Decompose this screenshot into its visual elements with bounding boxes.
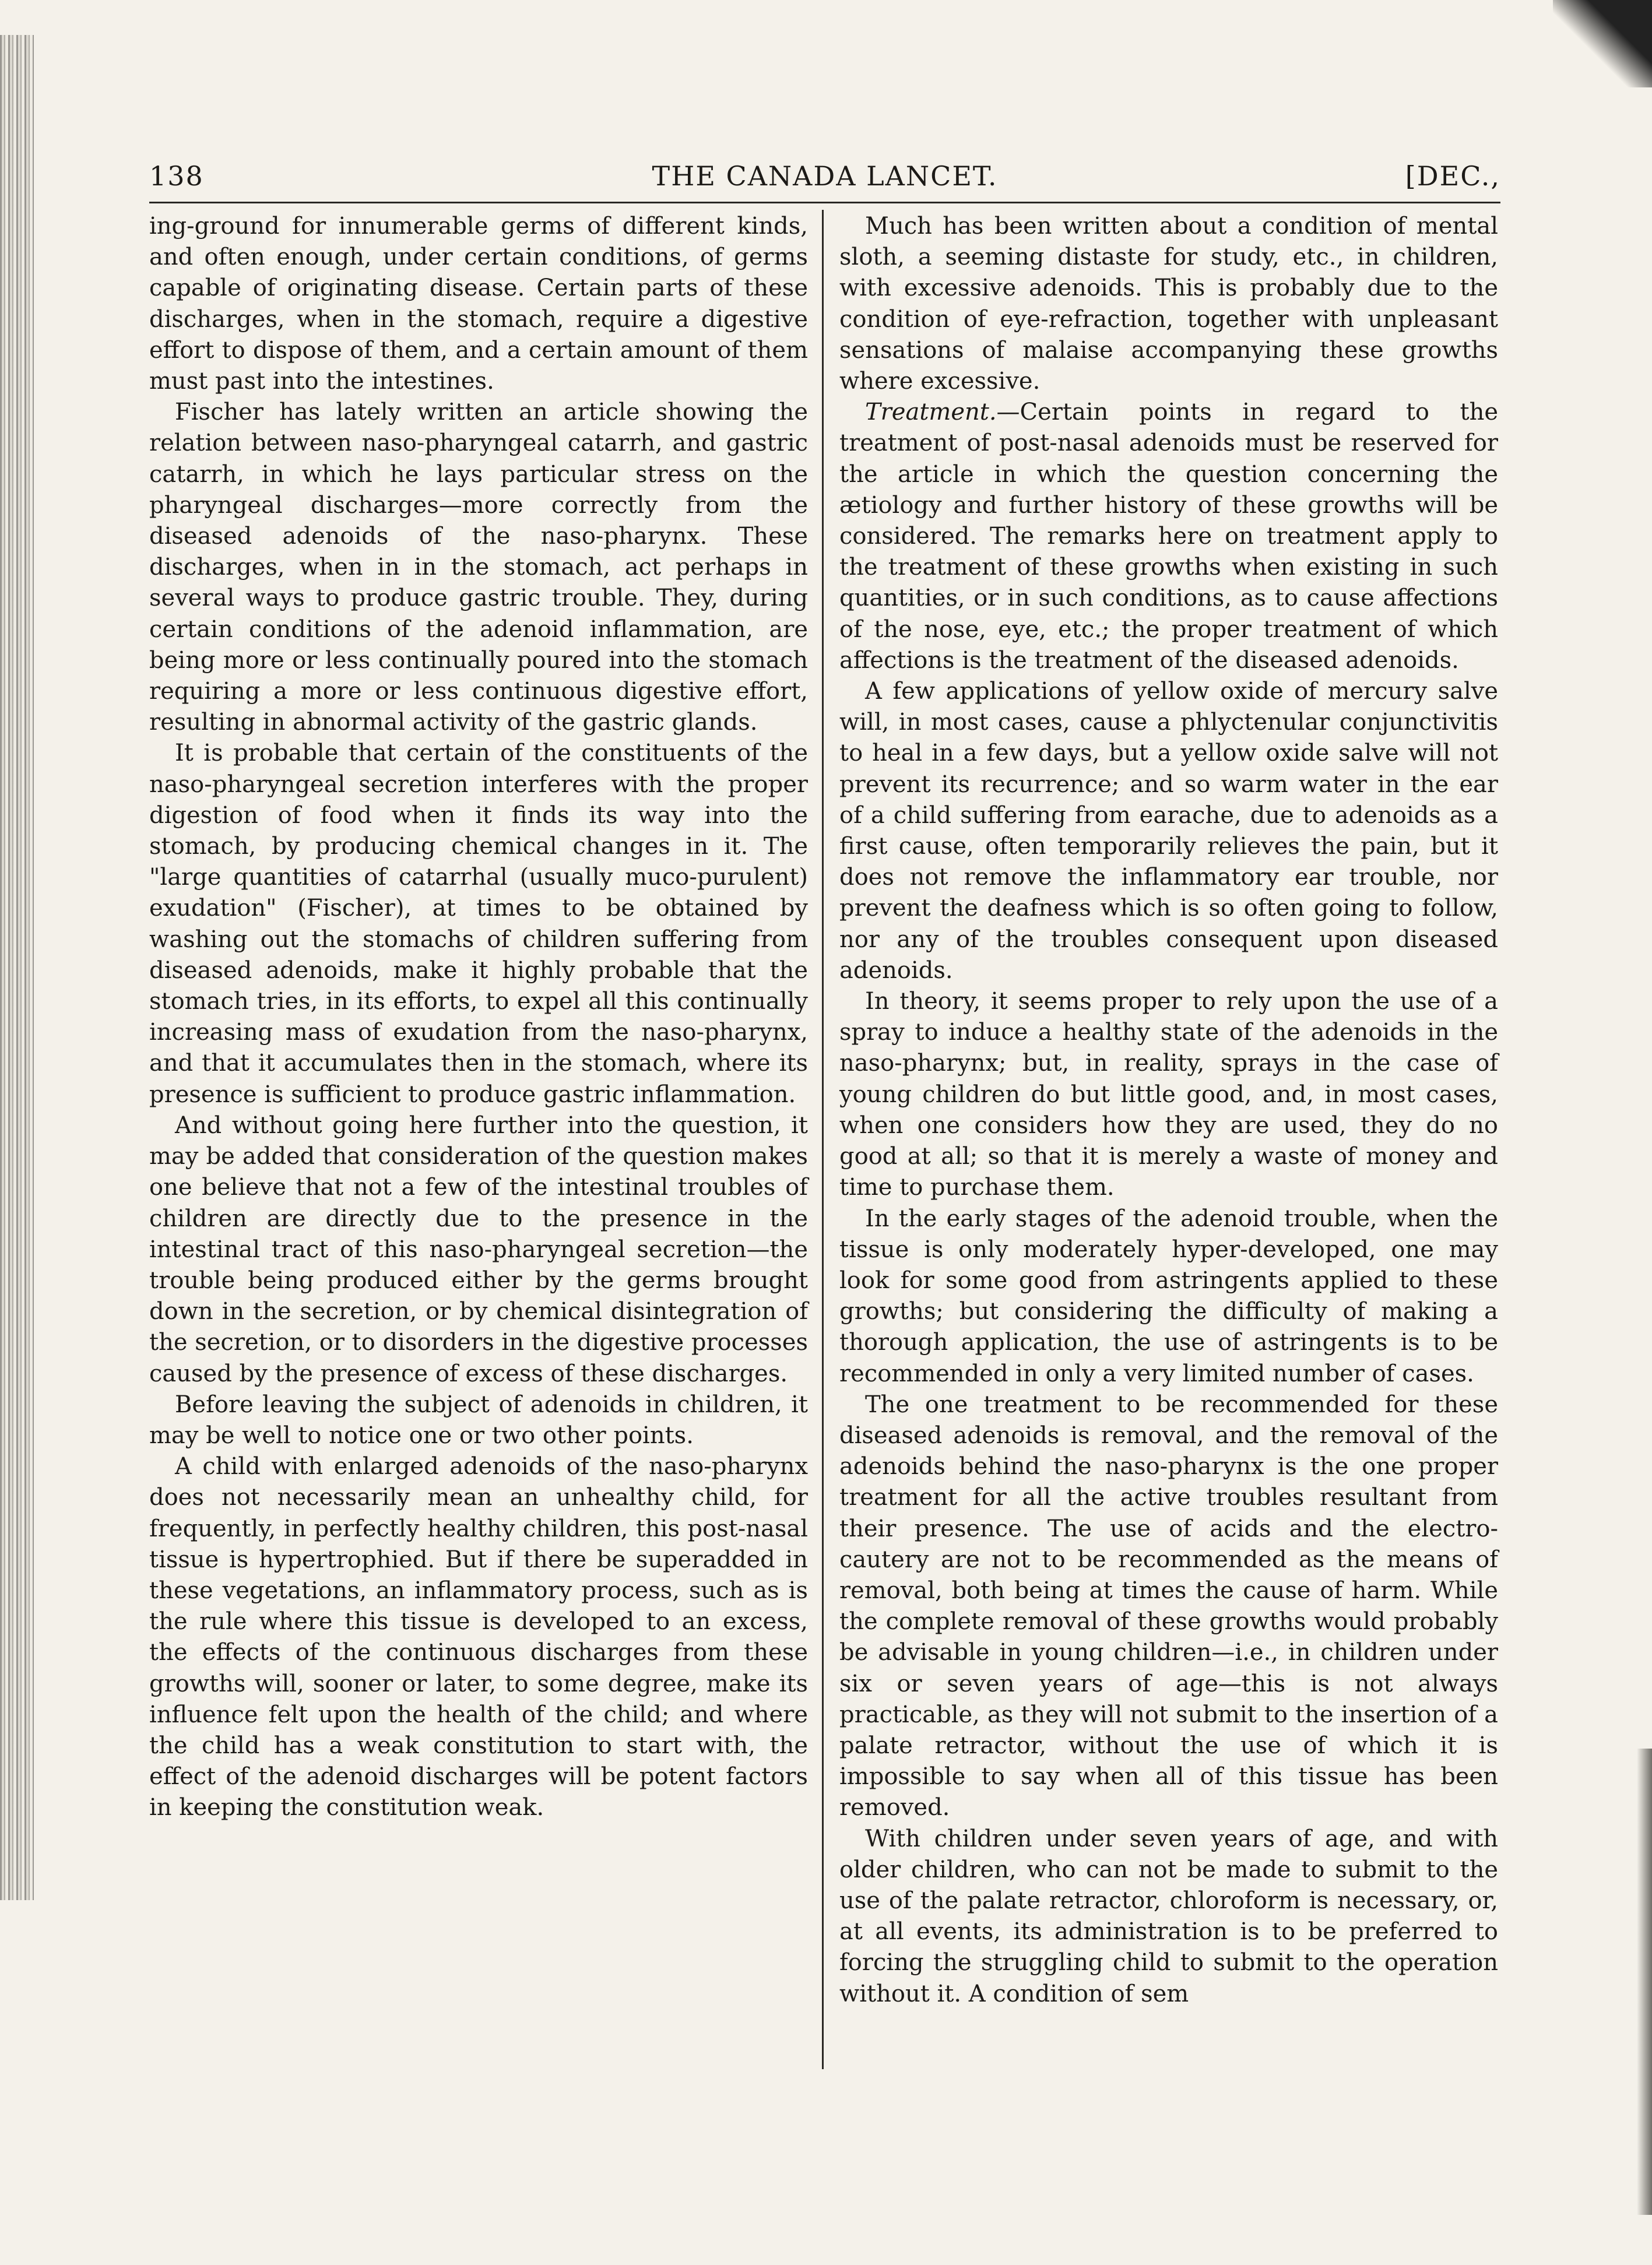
- paragraph: Much has been written about a condition of mental sloth, a seeming distaste for study, etc., in children, with excessive adenoids. This is probably due to the condition of eye-refraction, together with unpleasant sensations of malaise accompanying these growths where excessive.: [839, 213, 1498, 395]
- left-column: [149, 211, 808, 1824]
- running-header: [149, 153, 1500, 199]
- scan-right-shadow: [1637, 1749, 1652, 2215]
- page-number: 138: [149, 160, 204, 192]
- journal-title: THE CANADA LANCET.: [652, 160, 998, 192]
- paragraph: A child with enlarged adenoids of the naso-pharynx does not necessarily mean an unhealthy child, for frequently, in perfectly healthy children, this post-nasal tissue is hypertrophied. But if there be superadded in these vegetations, an inflammatory process, such as is the rule where this tissue is developed to an excess, the effects of the continuous discharges from these growths will, sooner or later, to some degree, make its influence felt upon the health of the child; and where the child has a weak constitution to start with, the effect of the adenoid discharges will be potent factors in keeping the constitution weak.: [149, 1453, 808, 1821]
- paragraph: The one treatment to be recommended for these diseased adenoids is removal, and the removal of the adenoids behind the naso-pharynx is the one proper treatment for all the active troubles resultant from their presence. The use of acids and the electro-cautery are not to be recommended as the means of removal, both being at times the cause of harm. While the complete removal of these growths would probably be advisable in young children—i.e., in children under six or seven years of age—this is not always practicable, as they will not submit to the insertion of a palate retractor, without the use of which it is impossible to say when all of this tissue has been removed.: [839, 1391, 1498, 1821]
- paragraph: It is probable that certain of the constituents of the naso-pharyngeal secretion interferes with the proper digestion of food when it finds its way into the stomach, by producing chemical changes in it. The "large quantities of catarrhal (usually muco-purulent) exudation" (Fischer), at times to be obtained by washing out the stomachs of children suffering from diseased adenoids, make it highly probable that the stomach tries, in its efforts, to expel all this continually increasing mass of exudation from the naso-pharynx, and that it accumulates then in the stomach, where its presence is sufficient to produce gastric inflammation.: [149, 740, 808, 1108]
- treatment-text: —Certain points in regard to the treatment of post-nasal adenoids must be reserved for the article in which the question concerning the ætiology and further history of these growths will be considered. The remarks here on treatment apply to the treatment of these growths when existing in such quantities, or in such conditions, as to cause affections of the nose, eye, etc.; the proper treatment of which affections is the treatment of the diseased adenoids.: [839, 399, 1498, 674]
- paragraph: In the early stages of the adenoid trouble, when the tissue is only moderately hyper-developed, one may look for some good from astringents applied to these growths; but considering the difficulty of making a thorough application, the use of astringents is to be recommended in only a very limited number of cases.: [839, 1205, 1498, 1387]
- paragraph: Fischer has lately written an article showing the relation between naso-pharyngeal catarrh, and gastric catarrh, in which he lays particular stress on the pharyngeal discharges—more correctly from the diseased adenoids of the naso-pharynx. These discharges, when in in the stomach, act perhaps in several ways to produce gastric trouble. They, during certain conditions of the adenoid inflammation, are being more or less continually poured into the stomach requiring a more or less continuous digestive effort, resulting in abnormal activity of the gastric glands.: [149, 399, 808, 736]
- scan-binding-edge: [0, 35, 34, 1900]
- treatment-heading: Treatment.: [865, 399, 997, 426]
- header-rule: [149, 202, 1500, 203]
- paragraph: Before leaving the subject of adenoids in children, it may be well to notice one or two other points.: [149, 1391, 808, 1449]
- paragraph: In theory, it seems proper to rely upon the use of a spray to induce a healthy state of the adenoids in the naso-pharynx; but, in reality, sprays in the case of young children do but little good, and, in most cases, when one considers how they are used, they do no good at all; so that it is merely a waste of money and time to purchase them.: [839, 988, 1498, 1201]
- right-column: [839, 211, 1498, 2010]
- paragraph: A few applications of yellow oxide of mercury salve will, in most cases, cause a phlyctenular conjunctivitis to heal in a few days, but a yellow oxide salve will not prevent its recurrence; and so warm water in the ear of a child suffering from earache, due to adenoids as a first cause, often temporarily relieves the pain, but it does not remove the inflammatory ear trouble, nor prevent the deafness which is so often going to follow, nor any of the troubles consequent upon diseased adenoids.: [839, 678, 1498, 984]
- scan-dark-corner: [1553, 0, 1652, 87]
- paragraph: With children under seven years of age, and with older children, who can not be made to submit to the use of the palate retractor, chloroform is necessary, or, at all events, its administration is to be preferred to forcing the struggling child to submit to the operation without it. A condition of sem: [839, 1825, 1498, 2007]
- column-divider: [822, 210, 824, 2069]
- treatment-paragraph: [839, 397, 1498, 676]
- paragraph: And without going here further into the question, it may be added that consideration of the question makes one believe that not a few of the intestinal troubles of children are directly due to the presence in the intestinal tract of this naso-pharyngeal secretion—the trouble being produced either by the germs brought down in the secretion, or by chemical disintegration of the secretion, or to disorders in the digestive processes caused by the presence of excess of these discharges.: [149, 1112, 808, 1387]
- paragraph: ing-ground for innumerable germs of different kinds, and often enough, under certain conditions, of germs capable of originating disease. Certain parts of these discharges, when in the stomach, require a digestive effort to dispose of them, and a certain amount of them must past into the intestines.: [149, 213, 808, 395]
- issue-date: [DEC.,: [1405, 160, 1500, 192]
